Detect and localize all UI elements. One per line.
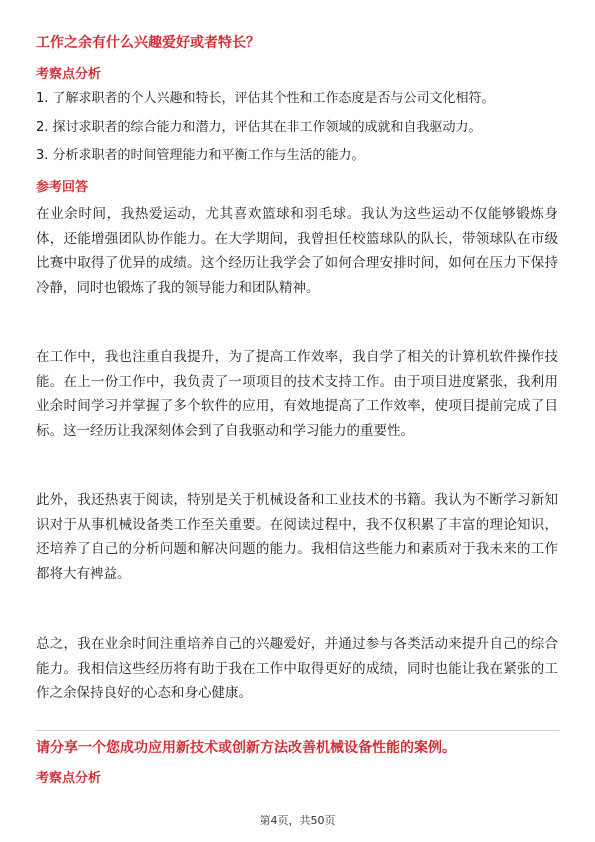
answer-paragraph: 在业余时间，我热爱运动，尤其喜欢篮球和羽毛球。我认为这些运动不仅能够锻炼身体，还能增强团队协作能力。在大学期间，我曾担任校篮球队的队长，带领球队在市级比赛中取得了优异的成绩。这个经历让我学会了如何合理安排时间，如何在压力下保持冷静，同时也锻炼了我的领导能力和团队精神。	[36, 206, 558, 296]
answer-paragraph: 此外，我还热衷于阅读，特别是关于机械设备和工业技术的书籍。我认为不断学习新知识对于从事机械设备类工作至关重要。在阅读过程中，我不仅积累了丰富的理论知识，还培养了自己的分析问题和解决问题的能力。我相信这些能力和素质对于我未来的工作都将大有裨益。	[36, 492, 558, 582]
question-title: 工作之余有什么兴趣爱好或者特长？	[36, 35, 260, 51]
analysis-heading: 考察点分析	[36, 771, 102, 786]
analysis-point: 1. 了解求职者的个人兴趣和特长，评估其个性和工作态度是否与公司文化相符。	[36, 91, 495, 106]
analysis-heading: 考察点分析	[36, 67, 102, 82]
answer-paragraph: 总之，我在业余时间注重培养自己的兴趣爱好，并通过参与各类活动来提升自己的综合能力。我相信这些经历将有助于我在工作中取得更好的成绩，同时也能让我在紧张的工作之余保持良好的心态和身心健康。	[36, 636, 558, 701]
question-title: 请分享一个您成功应用新技术或创新方法改善机械设备性能的案例。	[36, 740, 456, 756]
analysis-point: 3. 分析求职者的时间管理能力和平衡工作与生活的能力。	[36, 148, 365, 163]
page-footer: 第4页，共50页	[259, 814, 336, 827]
analysis-point: 2. 探讨求职者的综合能力和潜力，评估其在非工作领域的成就和自我驱动力。	[36, 120, 482, 135]
answer-paragraph: 在工作中，我也注重自我提升，为了提高工作效率，我自学了相关的计算机软件操作技能。在上一份工作中，我负责了一项项目的技术支持工作。由于项目进度紧张，我利用业余时间学习并掌握了多个软件的应用，有效地提高了工作效率，使项目提前完成了目标。这一经历让我深刻体会到了自我驱动和学习能力的重要性。	[36, 349, 558, 439]
answer-heading: 参考回答	[36, 180, 89, 195]
section-divider	[36, 730, 559, 731]
